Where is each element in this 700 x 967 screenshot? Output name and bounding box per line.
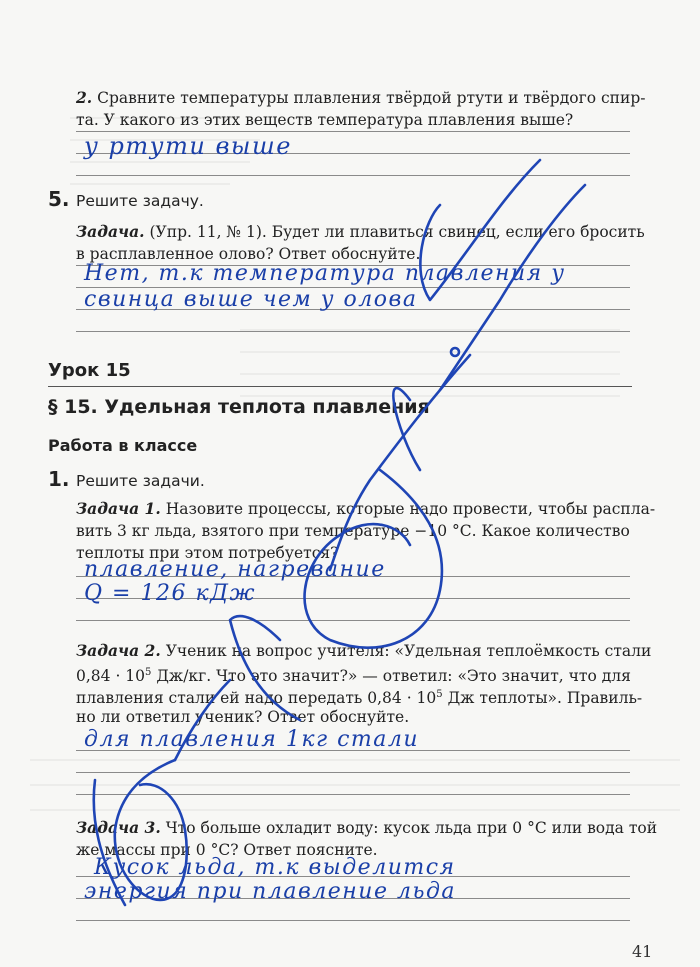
z3-handwritten-answer-1: Кусок льда, т.к выделится: [94, 855, 456, 880]
z3-text-1: Что больше охладит воду: кусок льда при 0 °С или вода той: [165, 819, 658, 837]
q2-text-2: та. У какого из этих веществ температура плавления выше?: [76, 111, 574, 129]
q2-handwritten-answer: у ртути выше: [84, 132, 292, 160]
section-title: § 15. Удельная теплота плавления: [48, 396, 430, 418]
page-number: 41: [632, 942, 653, 961]
lesson-title: Урок 15: [48, 360, 131, 381]
z3-text-2: же массы при 0 °С? Ответ поясните.: [76, 841, 378, 859]
class-work-heading: Работа в классе: [48, 436, 198, 455]
task5-heading: Решите задачу.: [76, 192, 204, 210]
task5-handwritten-answer-2: свинца выше чем у олова: [84, 287, 418, 312]
z3-handwritten-answer-2: энергия при плавление льда: [84, 879, 457, 904]
task1-heading: Решите задачи.: [76, 472, 205, 490]
task5-text-1: (Упр. 11, № 1). Будет ли плавиться свинец, если его бросить: [149, 223, 645, 241]
z2-exponent: 5: [145, 667, 152, 678]
z2-text-3b: Дж теплоты». Правиль-: [442, 689, 643, 708]
task1-number: 1.: [48, 467, 70, 491]
z1-text-1: Назовите процессы, которые надо провести, чтобы распла-: [165, 500, 656, 518]
task5-text-2: в расплавленное олово? Ответ обоснуйте.: [76, 245, 421, 263]
z2-text-4: но ли ответил ученик? Ответ обоснуйте.: [76, 708, 410, 726]
z2-text-3a: плавления стали ей надо передать 0,84 · 10: [76, 689, 437, 708]
task5-number: 5.: [48, 187, 70, 211]
z1-label: Задача 1.: [76, 499, 161, 518]
q2-text-1: Сравните температуры плавления твёрдой ртути и твёрдого спир-: [97, 89, 646, 107]
z1-handwritten-answer-1: плавление, нагревание: [84, 557, 386, 582]
z1-text-2: вить 3 кг льда, взятого при температуре −10 °С. Какое количество: [76, 522, 630, 540]
z1-text-3: теплоты при этом потребуется?: [76, 544, 339, 562]
z2-handwritten-answer: для плавления 1кг стали: [84, 727, 420, 752]
q2-number: 2.: [76, 88, 93, 107]
z2-text-2b: Дж/кг. Что это значит?» — ответил: «Это значит, что для: [151, 667, 631, 686]
task5-label: Задача.: [76, 222, 145, 241]
z2-text-2a: 0,84 · 10: [76, 667, 146, 686]
z3-label: Задача 3.: [76, 818, 161, 837]
z2-label: Задача 2.: [76, 641, 161, 660]
z2-text-1: Ученик на вопрос учителя: «Удельная теплоёмкость стали: [165, 642, 652, 660]
z1-handwritten-answer-2: Q = 126 кДж: [84, 581, 256, 606]
z2-exponent: 5: [436, 689, 443, 700]
task5-handwritten-answer-1: Нет, т.к температура плавления у: [84, 261, 566, 286]
